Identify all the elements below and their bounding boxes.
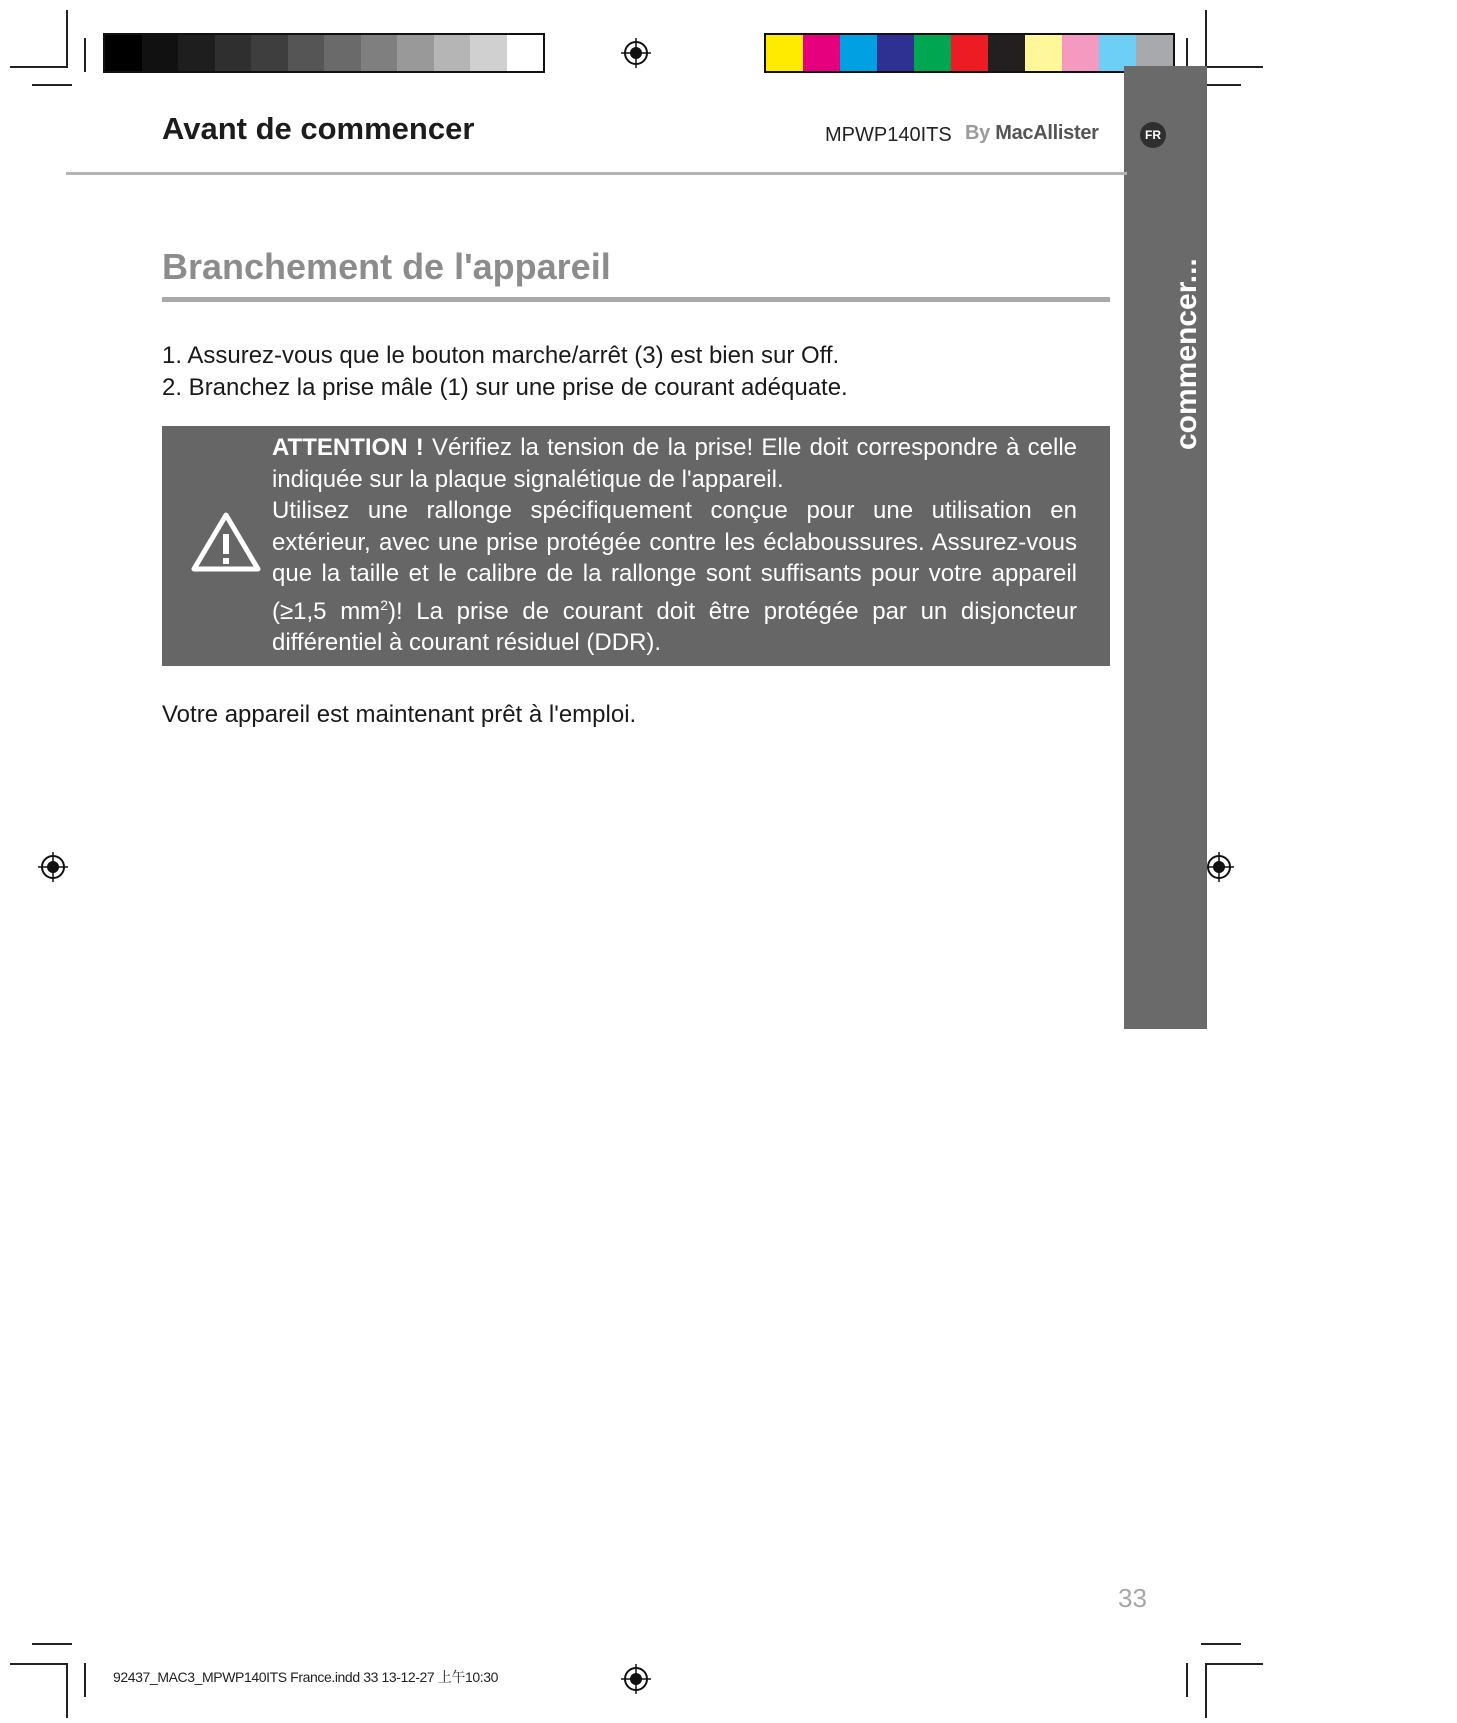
crop-mark — [1186, 1663, 1188, 1697]
warning-text-1: Vérifiez la tension de la prise! Elle doit correspondre à celle indiquée sur la plaque signalétique de l'appareil. — [272, 434, 1078, 493]
registration-mark-icon — [1204, 852, 1234, 882]
crop-mark — [1201, 1643, 1241, 1645]
color-swatch — [142, 35, 179, 71]
color-swatch — [803, 35, 840, 71]
process-color-bar — [764, 33, 1175, 73]
brand-name: MacAllister — [995, 122, 1099, 144]
color-swatch — [361, 35, 398, 71]
crop-mark — [32, 1643, 72, 1645]
section-title: Branchement de l'appareil — [162, 246, 611, 287]
crop-mark — [1205, 66, 1263, 68]
model-number: MPWP140ITS — [825, 124, 952, 146]
color-swatch — [105, 35, 142, 71]
side-tab-label — [1167, 160, 1457, 450]
crop-mark — [10, 1663, 68, 1665]
color-swatch — [1025, 35, 1062, 71]
color-swatch — [988, 35, 1025, 71]
instruction-step: 2. Branchez la prise mâle (1) sur une prise de courant adéquate. — [162, 374, 848, 401]
color-swatch — [877, 35, 914, 71]
warning-paragraph — [272, 432, 1077, 495]
color-swatch — [288, 35, 325, 71]
registration-mark-icon — [38, 852, 68, 882]
color-swatch — [840, 35, 877, 71]
color-swatch — [324, 35, 361, 71]
warning-paragraph — [272, 495, 1077, 659]
registration-mark-icon — [621, 1664, 651, 1694]
crop-mark — [1205, 1663, 1263, 1665]
print-slug: 92437_MAC3_MPWP140ITS France.indd 33 13-12-27 上午10:30 — [113, 1669, 499, 1685]
superscript: 2 — [380, 596, 388, 613]
crop-mark — [1205, 10, 1207, 68]
brand-logo — [965, 122, 1099, 145]
crop-mark — [66, 10, 68, 68]
header-divider — [66, 172, 1127, 175]
ready-statement: Votre appareil est maintenant prêt à l'emploi. — [162, 701, 637, 728]
warning-lead: ATTENTION ! — [272, 434, 424, 461]
registration-mark-icon — [621, 38, 651, 68]
color-swatch — [914, 35, 951, 71]
crop-mark — [1205, 1663, 1207, 1718]
color-swatch — [766, 35, 803, 71]
crop-mark — [66, 1663, 68, 1718]
side-tab-label-regular: Pour — [1393, 414, 1457, 447]
page-header-title: Avant de commencer — [162, 111, 475, 146]
crop-mark — [32, 84, 72, 86]
page-number: 33 — [1118, 1583, 1147, 1613]
instruction-step: 1. Assurez-vous que le bouton marche/arrêt (3) est bien sur Off. — [162, 342, 840, 369]
grayscale-color-bar — [103, 33, 545, 73]
instruction-steps — [162, 340, 848, 404]
crop-mark — [1201, 84, 1241, 86]
brand-by: By — [965, 122, 990, 144]
color-swatch — [951, 35, 988, 71]
crop-mark — [84, 1663, 86, 1697]
side-tab-label-bold: commencer... — [1170, 258, 1203, 450]
color-swatch — [507, 35, 544, 71]
warning-text — [272, 432, 1077, 659]
color-swatch — [470, 35, 507, 71]
color-swatch — [397, 35, 434, 71]
color-swatch — [251, 35, 288, 71]
warning-triangle-icon — [190, 510, 262, 574]
color-swatch — [434, 35, 471, 71]
section-divider — [162, 297, 1110, 302]
warning-text-2: Utilisez une rallonge spécifiquement conçue pour une utilisation en extérieur, avec une prise protégée contre les éclaboussures. Assurez-vous que la taille et le calibre de la rallonge sont suffisants pour votre appareil (≥1,5 mm — [272, 497, 1077, 625]
color-swatch — [215, 35, 252, 71]
crop-mark — [84, 38, 86, 72]
language-badge: FR — [1140, 122, 1166, 148]
color-swatch — [1062, 35, 1099, 71]
crop-mark — [10, 66, 68, 68]
color-swatch — [178, 35, 215, 71]
warning-text-3: )! La prise de courant doit être protégée par un disjoncteur différentiel à courant résiduel (DDR). — [272, 597, 1077, 656]
